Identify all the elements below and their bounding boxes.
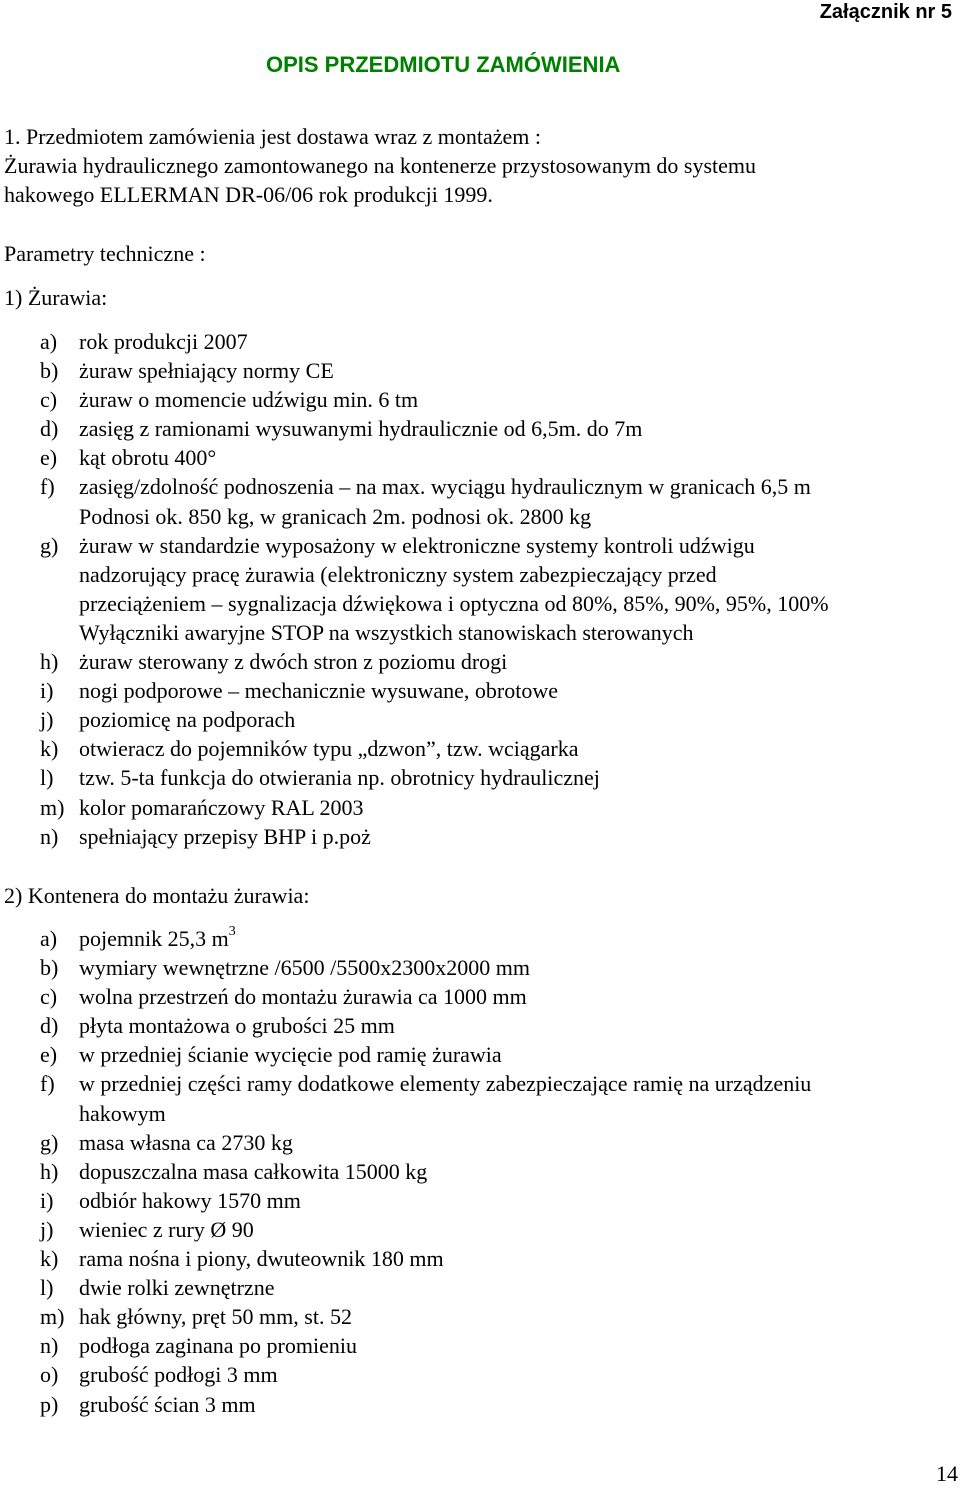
list-item-text: wieniec z rury Ø 90 [79,1216,254,1242]
list-item [4,1390,811,1419]
list-item [4,953,811,982]
list-marker: m) [40,1304,65,1330]
list-item-text: hakowym [79,1100,166,1126]
list-item-text: żuraw o momencie udźwigu min. 6 tm [79,387,419,413]
list-item [4,1244,811,1273]
list-marker: d) [40,1013,59,1039]
list-item [4,414,829,443]
list-item-text: płyta montażowa o grubości 25 mm [79,1013,395,1039]
list-marker: g) [40,1129,59,1155]
list-marker: f) [40,474,55,500]
list-marker: b) [40,358,59,384]
list-item [4,327,829,356]
list-item-text: rok produkcji 2007 [79,329,248,354]
list-item-text: Podnosi ok. 850 kg, w granicach 2m. podnosi ok. 2800 kg [79,503,592,529]
list-marker: n) [40,823,59,849]
list-item-text: odbiór hakowy 1570 mm [79,1187,301,1213]
list-item [4,924,811,953]
list-marker: a) [40,926,58,951]
list-item-text: hak główny, pręt 50 mm, st. 52 [79,1304,352,1330]
list-item [4,793,829,822]
list-item [4,356,829,385]
list-marker: i) [40,678,54,704]
list-marker: e) [40,1042,58,1068]
list-item-text: nadzorujący pracę żurawia (elektroniczny system zabezpieczający przed [79,561,717,587]
list-marker: l) [40,765,54,791]
list-item-text: dwie rolki zewnętrzne [79,1275,275,1301]
list-item [4,1128,811,1157]
list-marker: d) [40,416,59,442]
list-item-text: żuraw spełniający normy CE [79,358,334,384]
list-marker: j) [40,1216,54,1242]
list-item-text: w przedniej części ramy dodatkowe elementy zabezpieczające ramię na urządzeniu [79,1071,812,1097]
list-item-text: wolna przestrzeń do montażu żurawia ca 1000 mm [79,984,527,1010]
list-marker: k) [40,1246,59,1272]
list-item [4,822,829,851]
list-marker: m) [40,794,65,820]
list-item [4,1331,811,1360]
list-item-text: rama nośna i piony, dwuteownik 180 mm [79,1246,444,1272]
list-item-text: zasięg/zdolność podnoszenia – na max. wyciągu hydraulicznym w granicach 6,5 m [79,474,811,500]
list-item-text: kąt obrotu 400° [79,445,217,471]
list-item-text: Wyłączniki awaryjne STOP na wszystkich stanowiskach sterowanych [79,619,694,645]
list-marker: o) [40,1362,59,1388]
list-item-text: otwieracz do pojemników typu „dzwon”, tzw. wciągarka [79,736,579,762]
list-item [4,472,829,530]
list-item [4,1302,811,1331]
list-item-text: wymiary wewnętrzne /6500 /5500x2300x2000 mm [79,955,530,981]
list-item [4,676,829,705]
list-item-text: żuraw sterowany z dwóch stron z poziomu drogi [79,649,508,675]
list-item-text: żuraw w standardzie wyposażony w elektroniczne systemy kontroli udźwigu [79,532,755,558]
list-marker: h) [40,1158,59,1184]
list-item-text: nogi podporowe – mechanicznie wysuwane, obrotowe [79,678,558,704]
list-marker: l) [40,1275,54,1301]
list-item-text: zasięg z ramionami wysuwanymi hydraulicznie od 6,5m. do 7m [79,416,643,442]
intro-line: hakowego ELLERMAN DR-06/06 rok produkcji 1999. [4,182,493,207]
list-item [4,1011,811,1040]
list-marker: a) [40,329,58,354]
intro-paragraph [4,122,756,209]
attachment-label: Załącznik nr 5 [819,1,952,23]
list-marker: c) [40,984,58,1010]
intro-line: Żurawia hydraulicznego zamontowanego na kontenerze przystosowanym do systemu [4,153,757,178]
list-item [4,1273,811,1302]
list-marker: f) [40,1071,55,1097]
intro-line: 1. Przedmiotem zamówienia jest dostawa wraz z montażem : [4,124,541,149]
section2-heading: 2) Kontenera do montażu żurawia: [4,883,310,908]
list-item-text: spełniający przepisy BHP i p.poż [79,823,371,849]
list-item-text: przeciążeniem – sygnalizacja dźwiękowa i optyczna od 80%, 85%, 90%, 95%, 100% [79,590,829,616]
list-marker: p) [40,1391,59,1417]
list-marker: c) [40,387,58,413]
list-item-text-main: pojemnik 25,3 m [79,926,229,951]
list-marker: b) [40,955,59,981]
list-item-text: masa własna ca 2730 kg [79,1129,293,1155]
list-marker: h) [40,649,59,675]
list-item-text: tzw. 5-ta funkcja do otwierania np. obrotnicy hydraulicznej [79,765,600,791]
list-item [4,982,811,1011]
superscript: 3 [228,923,236,939]
list-marker: j) [40,707,54,733]
list-item-text: w przedniej ścianie wycięcie pod ramię żurawia [79,1042,502,1068]
list-marker: n) [40,1333,59,1359]
list-item [4,1069,811,1127]
list-item [4,443,829,472]
list-item [4,763,829,792]
list-item [4,705,829,734]
list-item [4,1157,811,1186]
list-item [4,647,829,676]
list-item-text: podłoga zaginana po promieniu [79,1333,357,1359]
params-heading: Parametry techniczne : [4,241,206,266]
list-item-text: kolor pomarańczowy RAL 2003 [79,794,364,820]
section2-list [4,924,811,1419]
list-item-text: grubość ścian 3 mm [79,1391,256,1417]
list-item [4,1186,811,1215]
list-item-text [79,924,811,953]
section1-list [4,327,829,851]
list-item [4,734,829,763]
list-item [4,1215,811,1244]
list-item [4,531,829,647]
document-title: OPIS PRZEDMIOTU ZAMÓWIENIA [266,52,621,77]
list-marker: k) [40,736,59,762]
list-marker: i) [40,1187,54,1213]
list-item-text: grubość podłogi 3 mm [79,1362,278,1388]
section1-heading: 1) Żurawia: [4,285,108,310]
list-item [4,1360,811,1389]
list-item-text: poziomicę na podporach [79,707,296,733]
page-number: 14 [936,1461,958,1486]
list-marker: e) [40,445,58,471]
list-marker: g) [40,532,59,558]
list-item [4,385,829,414]
list-item-text: dopuszczalna masa całkowita 15000 kg [79,1158,428,1184]
list-item [4,1040,811,1069]
